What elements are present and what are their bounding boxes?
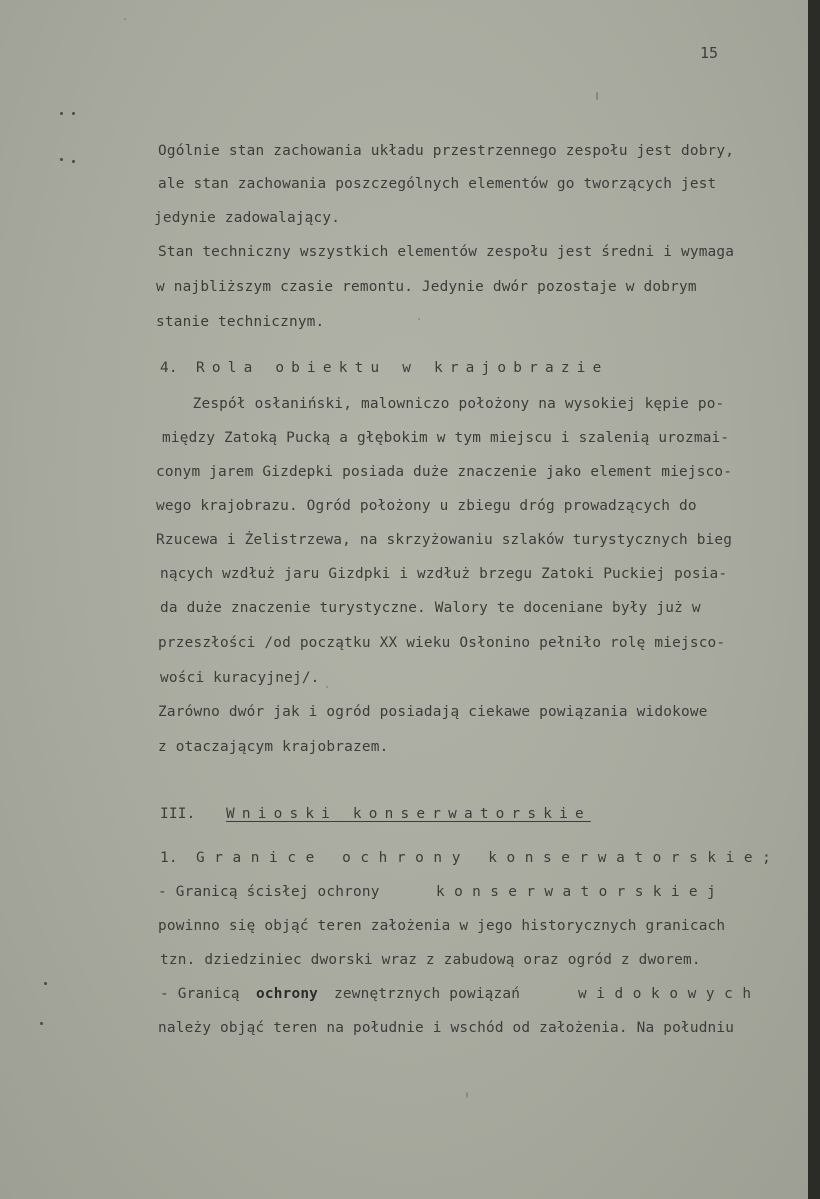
text-line: conym jarem Gizdepki posiada duże znaczenie jako element miejsco- xyxy=(156,464,733,480)
subsection-heading: Granice ochrony konserwatorskie; xyxy=(196,850,781,866)
spaced-term: widokowych xyxy=(578,986,761,1002)
text-line: między Zatoką Pucką a głębokim w tym miejscu i szalenią urozmai- xyxy=(162,430,730,446)
paper-speck xyxy=(124,18,126,20)
paper-speck xyxy=(418,318,420,320)
text-line: nących wzdłuż jaru Gizdpki i wzdłuż brzegu Zatoki Puckiej posia- xyxy=(160,566,728,582)
section-heading: Rola obiektu w krajobrazie xyxy=(196,360,609,376)
text-line: jedynie zadowalający. xyxy=(154,210,341,226)
text-line: tzn. dziedziniec dworski wraz z zabudową oraz ogród z dworem. xyxy=(160,952,701,968)
page-number: 15 xyxy=(700,44,719,62)
paper-speck xyxy=(326,686,328,688)
text-line: przeszłości /od początku XX wieku Osłonino pełniło rolę miejsco- xyxy=(158,635,726,651)
section-number: 4. xyxy=(160,360,178,376)
text-line: zewnętrznych powiązań xyxy=(334,986,521,1002)
margin-dot xyxy=(40,1022,43,1025)
text-line: Zarówno dwór jak i ogród posiadają ciekawe powiązania widokowe xyxy=(158,704,708,720)
text-line: ale stan zachowania poszczególnych elementów go tworzących jest xyxy=(158,176,717,192)
text-line: Rzucewa i Żelistrzewa, na skrzyżowaniu szlaków turystycznych bieg xyxy=(156,532,733,548)
text-line: Zespół osłaniński, malowniczo położony na wysokiej kępie po- xyxy=(166,396,725,412)
text-line: stanie technicznym. xyxy=(156,314,325,330)
section-number: III. xyxy=(160,806,196,822)
subsection-number: 1. xyxy=(160,850,178,866)
paper-speck xyxy=(596,92,598,100)
text-line: Ogólnie stan zachowania układu przestrzennego zespołu jest dobry, xyxy=(158,143,735,159)
margin-dot xyxy=(72,160,75,163)
scan-edge xyxy=(808,0,820,1199)
list-item-prefix: - Granicą xyxy=(160,986,240,1002)
text-line: powinno się objąć teren założenia w jego historycznych granicach xyxy=(158,918,726,934)
margin-dot xyxy=(60,112,63,115)
text-line: wego krajobrazu. Ogród położony u zbiegu dróg prowadzących do xyxy=(156,498,697,514)
section-heading: Wnioski konserwatorskie xyxy=(226,806,591,822)
spaced-term: konserwatorskiej xyxy=(436,884,726,900)
paper-speck xyxy=(466,1092,468,1098)
text-line: wości kuracyjnej/. xyxy=(160,670,320,686)
text-line: w najbliższym czasie remontu. Jedynie dwór pozostaje w dobrym xyxy=(156,279,697,295)
text-line: z otaczającym krajobrazem. xyxy=(158,739,389,755)
margin-dot xyxy=(44,982,47,985)
list-item-prefix: - Granicą ścisłej ochrony xyxy=(158,884,380,900)
bold-term: ochrony xyxy=(256,986,319,1002)
text-line: da duże znaczenie turystyczne. Walory te doceniane były już w xyxy=(160,600,701,616)
margin-dot xyxy=(60,158,63,161)
text-line: Stan techniczny wszystkich elementów zespołu jest średni i wymaga xyxy=(158,244,735,260)
text-line: należy objąć teren na południe i wschód od założenia. Na południu xyxy=(158,1020,735,1036)
margin-dot xyxy=(72,112,75,115)
